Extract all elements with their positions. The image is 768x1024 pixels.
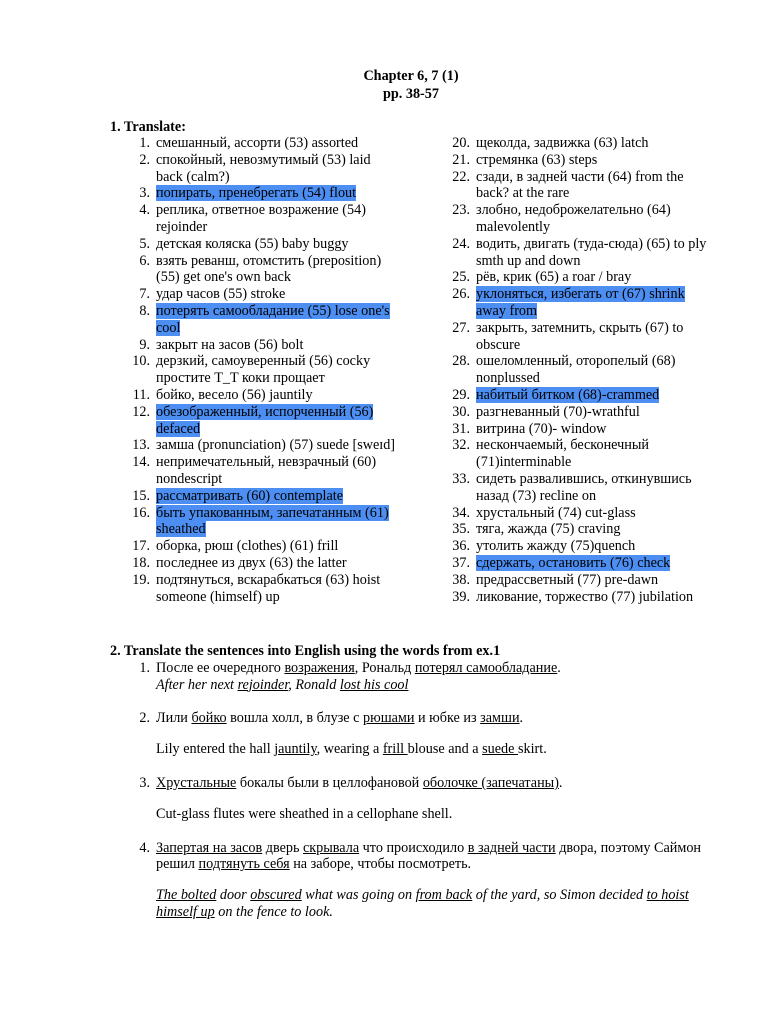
sentence-text: skirt. <box>517 741 547 758</box>
russian-sentence <box>156 775 730 792</box>
vocab-item-text: детская коляска (55) baby buggy <box>156 235 349 252</box>
vocab-item-number: 10. <box>132 353 150 370</box>
underlined-term: потерял самообладание <box>414 659 558 676</box>
sentence-text: on the fence to look. <box>214 903 333 920</box>
vocab-list-left <box>110 135 400 605</box>
vocab-item-number: 7. <box>139 286 150 303</box>
vocab-item-text: тяга, жажда (75) craving <box>476 521 621 538</box>
vocab-item <box>110 202 400 236</box>
sentence-number: 4. <box>139 839 150 856</box>
english-translation <box>156 887 730 921</box>
vocab-item <box>430 236 712 270</box>
vocab-item-number: 11. <box>132 386 150 403</box>
vocab-item <box>110 538 400 555</box>
vocab-item-number: 31. <box>452 420 470 437</box>
vocab-item-number: 30. <box>452 403 470 420</box>
vocab-item <box>430 471 712 505</box>
vocab-item-text: смешанный, ассорти (53) assorted <box>156 135 359 151</box>
vocab-item <box>430 353 712 387</box>
vocab-item-number: 37. <box>452 554 470 571</box>
vocab-item-text: удар часов (55) stroke <box>156 286 286 303</box>
vocab-item <box>430 286 712 320</box>
vocab-item-number: 32. <box>452 437 470 454</box>
vocab-item-number: 9. <box>139 336 150 353</box>
vocab-item <box>110 555 400 572</box>
vocab-item-text: непримечательный, невзрачный (60) nondescript <box>156 454 377 487</box>
vocab-item-number: 12. <box>132 403 150 420</box>
vocab-item-text: закрыт на засов (56) bolt <box>156 336 304 353</box>
underlined-term: оболочке (запечатаны) <box>422 774 559 791</box>
vocab-item-number: 33. <box>452 470 470 487</box>
vocab-item <box>430 404 712 421</box>
underlined-term: from back <box>415 887 473 904</box>
vocab-item-text: рассматривать (60) contemplate <box>156 487 344 504</box>
underlined-term: obscured <box>250 887 302 904</box>
vocab-item-text: уклоняться, избегать от (67) shrink away from <box>476 286 685 319</box>
underlined-term: рюшами <box>363 710 415 727</box>
vocab-item-number: 29. <box>452 386 470 403</box>
underlined-term: возражения <box>284 659 355 676</box>
sentence-item <box>110 710 730 758</box>
vocab-item <box>430 387 712 404</box>
vocab-item-text: сдержать, остановить (76) check <box>476 554 671 571</box>
underlined-term: frill <box>382 741 408 758</box>
vocab-item-number: 19. <box>132 571 150 588</box>
vocab-list-right <box>430 135 712 605</box>
vocab-item <box>110 286 400 303</box>
vocab-item-text: витрина (70)- window <box>476 420 607 437</box>
sentence-text: Лили <box>156 710 192 727</box>
vocab-item <box>110 253 400 287</box>
sentence-text: бокалы были в целлофановой <box>236 774 423 791</box>
vocab-item-number: 39. <box>452 588 470 605</box>
vocab-item <box>110 337 400 354</box>
vocab-item-text: стремянка (63) steps <box>476 151 598 168</box>
section2 <box>110 643 730 921</box>
vocab-item-text: ликование, торжество (77) jubilation <box>476 588 694 605</box>
vocab-item-number: 38. <box>452 571 470 588</box>
sentence-text: of the yard, so Simon decided <box>472 887 647 904</box>
sentence-item <box>110 660 730 694</box>
page-range: pp. 38-57 <box>383 86 439 102</box>
vocab-item <box>430 538 712 555</box>
vocab-item <box>110 387 400 404</box>
vocab-item-text: утолить жажду (75)quench <box>476 538 636 555</box>
vocab-item-text: хрустальный (74) cut-glass <box>476 504 636 521</box>
vocab-item-text: водить, двигать (туда-сюда) (65) to ply smth up and down <box>476 235 707 269</box>
vocab-item <box>430 555 712 572</box>
vocab-item-number: 2. <box>139 151 150 168</box>
section2-heading: 2. Translate the sentences into English using the words from ex.1 <box>110 643 501 659</box>
vocab-item <box>430 572 712 589</box>
vocab-item-text: ошеломленный, оторопелый (68) nonplussed <box>476 353 676 387</box>
sentence-text: Cut-glass flutes were sheathed in a cellophane shell. <box>156 805 453 822</box>
vocab-item-text: нескончаемый, бесконечный (71)interminable <box>476 437 649 471</box>
vocab-item-text: сзади, в задней части (64) from the back? at the rare <box>476 168 684 202</box>
vocab-item-number: 18. <box>132 554 150 571</box>
vocab-item-text: сидеть развалившись, откинувшись назад (73) recline on <box>476 470 692 504</box>
vocab-item-text: взять реванш, отомстить (preposition) (55) get one's own back <box>156 252 382 286</box>
underlined-term: Запертая на засов <box>156 839 263 856</box>
vocab-item <box>110 353 400 387</box>
vocab-item <box>430 269 712 286</box>
vocab-item-number: 15. <box>132 487 150 504</box>
vocab-item <box>430 135 712 152</box>
sentence-text: After her next <box>156 676 238 693</box>
sentence-text: . <box>557 659 561 676</box>
underlined-term: rejoinder <box>237 676 289 693</box>
vocab-item-text: бойко, весело (56) jauntily <box>156 386 313 403</box>
russian-sentence <box>156 840 730 874</box>
vocab-item-text: замша (pronunciation) (57) suede [sweɪd] <box>156 437 396 454</box>
vocab-item <box>110 303 400 337</box>
vocab-item-number: 5. <box>139 235 150 252</box>
vocab-item-number: 14. <box>132 454 150 471</box>
vocab-item-number: 35. <box>452 521 470 538</box>
underlined-term: скрывала <box>302 839 360 856</box>
underlined-term: в задней части <box>467 839 556 856</box>
vocab-item <box>430 521 712 538</box>
sentence-text: , wearing a <box>316 741 383 758</box>
sentence-text: . <box>519 710 524 727</box>
sentence-text: что происходило <box>359 839 468 856</box>
vocab-item-number: 24. <box>452 235 470 252</box>
vocab-item <box>110 404 400 438</box>
vocab-item-number: 26. <box>452 286 470 303</box>
sentence-text: вошла холл, в блузе с <box>226 710 363 727</box>
vocab-item-number: 36. <box>452 538 470 555</box>
vocab-item-number: 4. <box>139 202 150 219</box>
vocab-item-number: 21. <box>452 151 470 168</box>
sentence-text: , Ronald <box>288 676 340 693</box>
vocab-item <box>430 421 712 438</box>
underlined-term: Хрустальные <box>156 774 237 791</box>
vocab-item <box>430 320 712 354</box>
vocab-item <box>110 236 400 253</box>
vocab-item-number: 23. <box>452 202 470 219</box>
sentence-text: what was going on <box>301 887 416 904</box>
vocab-item <box>430 589 712 606</box>
vocab-item-text: разгневанный (70)-wrathful <box>476 403 640 420</box>
sentence-text: дверь <box>262 839 303 856</box>
vocab-item-text: подтянуться, вскарабкаться (63) hoist someone (himself) up <box>156 571 381 605</box>
vocab-item <box>110 572 400 606</box>
vocab-item-number: 28. <box>452 353 470 370</box>
sentence-text: door <box>216 887 251 904</box>
vocab-item <box>430 202 712 236</box>
vocab-item <box>110 185 400 202</box>
vocab-item <box>430 169 712 203</box>
sentence-text: двора, поэтому Саймон решил <box>156 839 702 873</box>
vocab-item-number: 1. <box>139 135 150 151</box>
sentence-text: После ее очередного <box>156 659 285 676</box>
vocab-item-text: предрассветный (77) pre-dawn <box>476 571 659 588</box>
sentence-item <box>110 840 730 921</box>
vocab-item-text: злобно, недоброжелательно (64) malevolently <box>476 202 671 235</box>
vocab-item-text: попирать, пренебрегать (54) flout <box>156 185 357 202</box>
section1-heading: 1. Translate: <box>110 119 186 135</box>
sentence-text: на заборе, чтобы посмотреть. <box>289 856 472 873</box>
vocab-item-number: 27. <box>452 319 470 336</box>
vocab-item <box>110 488 400 505</box>
vocab-item-number: 20. <box>452 135 470 151</box>
vocab-item-text: последнее из двух (63) the latter <box>156 554 347 571</box>
vocab-item-number: 13. <box>132 437 150 454</box>
vocab-item-number: 17. <box>132 538 150 555</box>
sentence-number: 2. <box>139 710 150 727</box>
sentence-number: 1. <box>139 659 150 676</box>
sentence-text: , Рональд <box>354 659 415 676</box>
vocab-item-number: 25. <box>452 269 470 286</box>
vocab-item-text: щеколда, задвижка (63) latch <box>476 135 649 151</box>
english-translation <box>156 741 730 758</box>
english-translation <box>156 806 730 823</box>
vocab-item <box>430 505 712 522</box>
vocab-item-text: обезображенный, испорченный (56) defaced <box>156 403 374 437</box>
sentence-list <box>110 660 730 921</box>
english-translation <box>156 677 730 694</box>
vocab-item-text: набитый битком (68)-crammed <box>476 386 660 403</box>
sentence-number: 3. <box>139 774 150 791</box>
vocab-item-number: 34. <box>452 504 470 521</box>
vocab-item-text: оборка, рюш (clothes) (61) frill <box>156 538 339 555</box>
underlined-term: подтянуть себя <box>198 856 290 873</box>
vocab-item <box>110 135 400 152</box>
underlined-term: suede <box>482 741 518 758</box>
vocab-item-text: рёв, крик (65) a roar / bray <box>476 269 632 286</box>
sentence-text: и юбке из <box>414 710 481 727</box>
vocab-item-number: 8. <box>139 302 150 319</box>
vocab-item-text: спокойный, невозмутимый (53) laid back (calm?) <box>156 151 371 185</box>
russian-sentence <box>156 710 730 727</box>
vocab-item-text: реплика, ответное возражение (54) rejoinder <box>156 202 366 235</box>
vocab-item-text: закрыть, затемнить, скрыть (67) to obscure <box>476 319 684 353</box>
vocab-item <box>110 152 400 186</box>
underlined-term: to hoist himself up <box>156 887 689 920</box>
vocab-item-number: 22. <box>452 168 470 185</box>
russian-sentence <box>156 660 730 677</box>
underlined-term: замши <box>480 710 520 727</box>
underlined-term: lost his cool <box>339 676 409 693</box>
vocab-item <box>430 437 712 471</box>
vocab-item <box>110 505 400 539</box>
underlined-term: jauntily <box>274 741 317 758</box>
sentence-text: blouse and a <box>407 741 483 758</box>
vocab-item <box>110 437 400 454</box>
sentence-text: . <box>558 774 563 791</box>
sentence-text: Lily entered the hall <box>156 741 275 758</box>
underlined-term: бойко <box>191 710 227 727</box>
vocab-item-text: потерять самообладание (55) lose one's cool <box>156 302 390 336</box>
vocab-item-number: 16. <box>132 504 150 521</box>
vocab-item <box>110 454 400 488</box>
sentence-item <box>110 775 730 823</box>
vocab-item-text: дерзкий, самоуверенный (56) cocky простите T_T коки прощает <box>156 353 371 387</box>
vocab-item-text: быть упакованным, запечатанным (61) sheathed <box>156 504 389 538</box>
underlined-term: The bolted <box>156 887 217 904</box>
vocab-item-number: 3. <box>139 185 150 202</box>
chapter-title: Chapter 6, 7 (1) <box>363 68 459 84</box>
vocab-item <box>430 152 712 169</box>
vocab-item-number: 6. <box>139 252 150 269</box>
